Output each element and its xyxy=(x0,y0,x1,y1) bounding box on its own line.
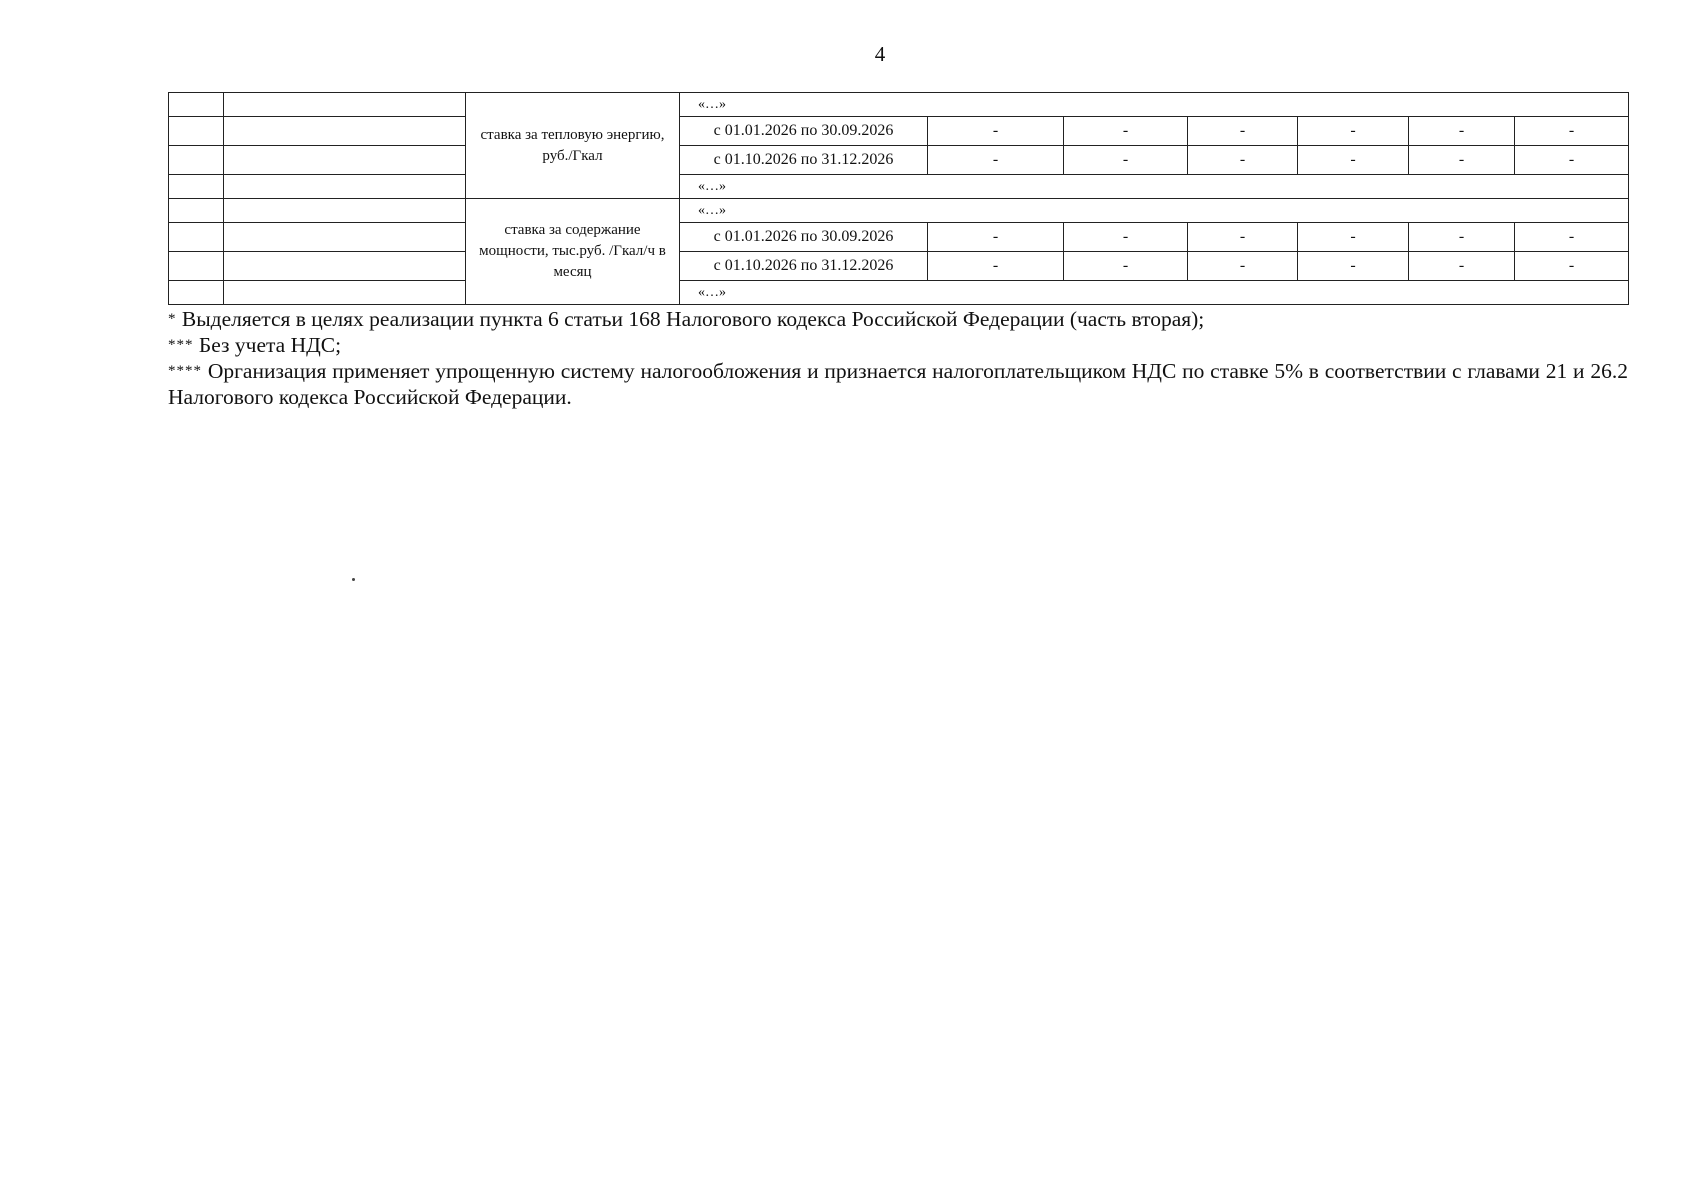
table-row xyxy=(169,93,1629,117)
value-cell: - xyxy=(1409,223,1515,252)
table-cell xyxy=(224,93,466,117)
value-cell: - xyxy=(1515,223,1629,252)
footnote-marker: **** xyxy=(168,363,202,379)
table-row xyxy=(169,199,1629,223)
value-cell: - xyxy=(1409,252,1515,281)
heat-rate-label: ставка за тепловую энергию, руб./Гкал xyxy=(466,93,680,199)
table-row xyxy=(169,175,1629,199)
table-cell xyxy=(224,175,466,199)
table-cell xyxy=(169,175,224,199)
value-cell: - xyxy=(1188,146,1298,175)
period-cell: с 01.01.2026 по 30.09.2026 xyxy=(680,223,928,252)
table-cell xyxy=(169,252,224,281)
table-row xyxy=(169,281,1629,305)
footnote-text: Без учета НДС; xyxy=(198,333,342,357)
capacity-rate-label: ставка за содержание мощности, тыс.руб. /Гкал/ч в месяц xyxy=(466,199,680,305)
footnote-1 xyxy=(168,306,1628,332)
period-cell: с 01.01.2026 по 30.09.2026 xyxy=(680,117,928,146)
value-cell: - xyxy=(1515,252,1629,281)
table-row xyxy=(169,146,1629,175)
table-cell xyxy=(224,117,466,146)
footnotes xyxy=(168,306,1628,410)
value-cell: - xyxy=(1188,252,1298,281)
value-cell: - xyxy=(1298,252,1409,281)
value-cell: - xyxy=(1064,252,1188,281)
value-cell: - xyxy=(928,117,1064,146)
table-cell xyxy=(169,146,224,175)
footnote-text: Выделяется в целях реализации пункта 6 статьи 168 Налогового кодекса Российской Федерации (часть вторая); xyxy=(181,307,1205,331)
footnote-marker: * xyxy=(168,311,177,327)
page-number: 4 xyxy=(874,42,886,66)
value-cell: - xyxy=(1409,117,1515,146)
value-cell: - xyxy=(928,223,1064,252)
table-row xyxy=(169,117,1629,146)
value-cell: - xyxy=(1409,146,1515,175)
table-cell xyxy=(169,93,224,117)
ellipsis-row: «…» xyxy=(680,175,1629,199)
ellipsis-row: «…» xyxy=(680,199,1629,223)
table-row xyxy=(169,252,1629,281)
table-cell xyxy=(224,199,466,223)
value-cell: - xyxy=(1515,117,1629,146)
value-cell: - xyxy=(1064,223,1188,252)
table-cell xyxy=(169,199,224,223)
ellipsis-row: «…» xyxy=(680,281,1629,305)
footnote-marker: *** xyxy=(168,337,194,353)
value-cell: - xyxy=(1298,223,1409,252)
value-cell: - xyxy=(1298,146,1409,175)
table-cell xyxy=(169,223,224,252)
footnote-4 xyxy=(168,358,1628,410)
value-cell: - xyxy=(1064,146,1188,175)
footnote-text: Организация применяет упрощенную систему налогообложения и признается налогоплательщиком НДС по ставке 5% в соответствии с главами 21 и 26.2 Налогового кодекса Российской Федерации. xyxy=(168,359,1628,409)
table-cell xyxy=(224,252,466,281)
table-cell xyxy=(169,117,224,146)
table-cell xyxy=(169,281,224,305)
table-cell xyxy=(224,146,466,175)
period-cell: с 01.10.2026 по 31.12.2026 xyxy=(680,252,928,281)
table-row xyxy=(169,223,1629,252)
value-cell: - xyxy=(1298,117,1409,146)
table-cell xyxy=(224,223,466,252)
scan-speck xyxy=(352,578,355,581)
table-cell xyxy=(224,281,466,305)
value-cell: - xyxy=(1515,146,1629,175)
value-cell: - xyxy=(1064,117,1188,146)
value-cell: - xyxy=(1188,117,1298,146)
ellipsis-row: «…» xyxy=(680,93,1629,117)
period-cell: с 01.10.2026 по 31.12.2026 xyxy=(680,146,928,175)
tariff-table xyxy=(168,92,1629,305)
value-cell: - xyxy=(928,146,1064,175)
value-cell: - xyxy=(1188,223,1298,252)
value-cell: - xyxy=(928,252,1064,281)
footnote-3 xyxy=(168,332,1628,358)
